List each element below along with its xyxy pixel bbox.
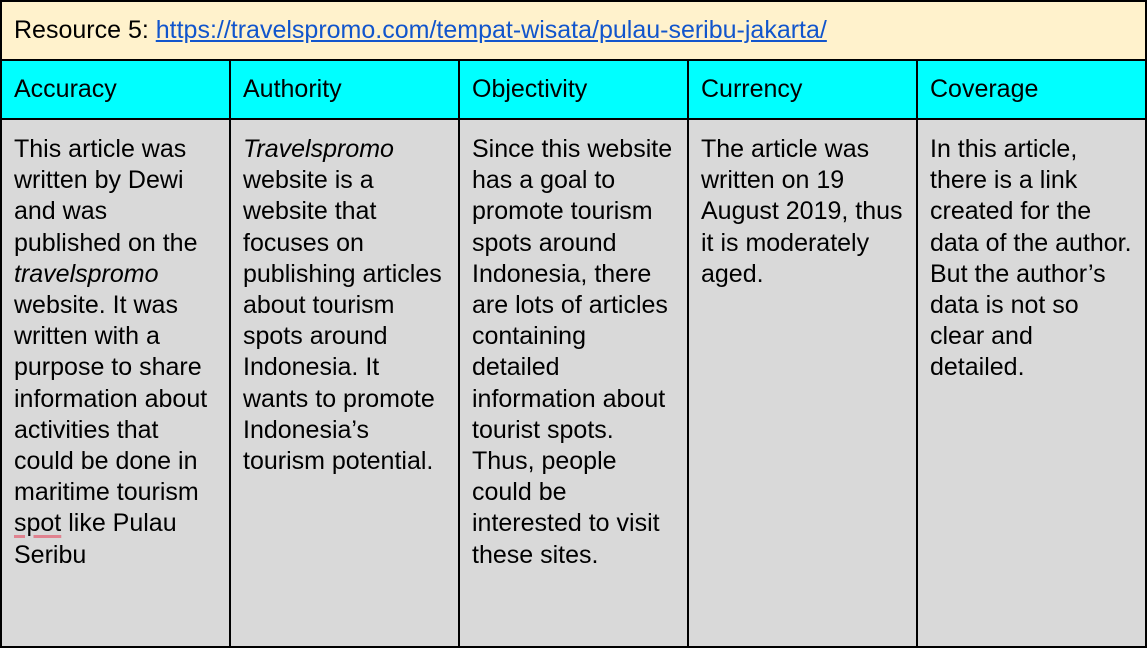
- resource-link[interactable]: https://travelspromo.com/tempat-wisata/pulau-seribu-jakarta/: [155, 15, 827, 44]
- resource-row: [1, 1, 1146, 60]
- content-row: [1, 119, 1146, 647]
- accuracy-text-3: like Pulau Seribu: [14, 509, 177, 569]
- accuracy-site-name: travelspromo: [14, 259, 159, 288]
- header-accuracy: Accuracy: [1, 60, 230, 119]
- cell-coverage: In this article, there is a link created for the data of the author. But the author’s data is not so clear and detailed.: [917, 119, 1146, 647]
- resource-cell: [1, 1, 1146, 60]
- authority-text: website is a website that focuses on publishing articles about tourism spots around Indonesia. It wants to promote Indonesia’s tourism potential.: [243, 166, 442, 476]
- cell-currency: The article was written on 19 August 2019, thus it is moderately aged.: [688, 119, 917, 647]
- cell-objectivity: Since this website has a goal to promote tourism spots around Indonesia, there are lots of articles containing detailed information about tourist spots. Thus, people could be interested to visit these sites.: [459, 119, 688, 647]
- header-currency: Currency: [688, 60, 917, 119]
- resource-label: Resource 5:: [14, 15, 156, 44]
- header-authority: Authority: [230, 60, 459, 119]
- accuracy-text-2: website. It was written with a purpose to share information about activities that could be done in maritime tourism: [14, 291, 208, 507]
- header-coverage: Coverage: [917, 60, 1146, 119]
- accuracy-text-1: This article was written by Dewi and was published on the: [14, 135, 198, 257]
- authority-site-name: Travelspromo: [243, 135, 394, 163]
- header-objectivity: Objectivity: [459, 60, 688, 119]
- header-row: [1, 60, 1146, 119]
- spellcheck-flagged-word[interactable]: spot: [14, 509, 62, 538]
- cell-accuracy: [1, 119, 230, 647]
- cell-authority: [230, 119, 459, 647]
